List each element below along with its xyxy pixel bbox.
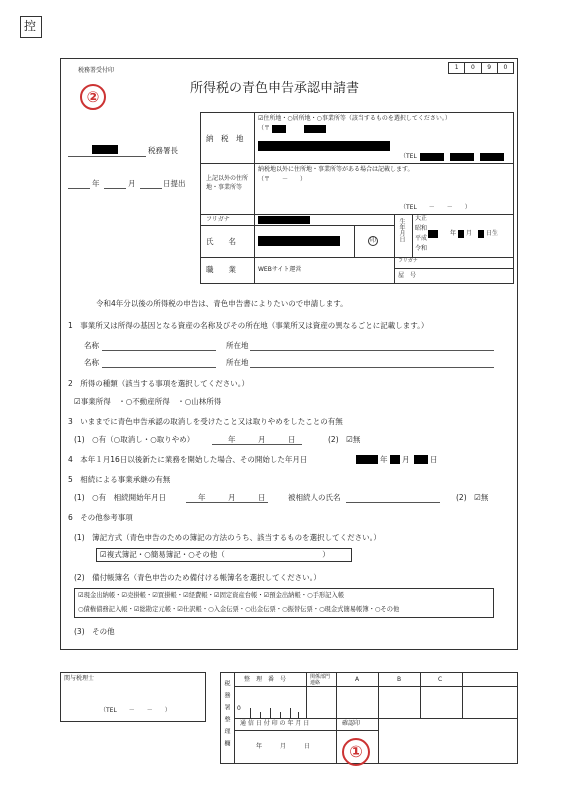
redaction — [478, 230, 484, 238]
date-day: 日提出 — [163, 179, 186, 188]
section-6-1-options: ☑複式簿記・○簡易簿記・○その他（ ） — [100, 550, 330, 559]
redaction — [258, 141, 390, 151]
section-6-2: (2) 備付帳簿名（青色申告のため備付ける帳簿名を選択してください。） — [74, 573, 321, 582]
section-6-1: (1) 簿記方式（青色申告のための簿記の方法のうち、該当するものを選択してください。） — [74, 533, 381, 542]
section-6-2-line1: ☑現金出納帳・☑売掛帳・☑買掛帳・☑経費帳・☑固定資産台帳・☑預金出納帳・○手形記入帳 — [78, 592, 345, 599]
col-a: A — [355, 676, 360, 683]
form-number-box — [448, 62, 514, 74]
section-6-3: (3) その他 — [74, 627, 115, 636]
col-b: B — [397, 676, 402, 683]
seal-mark: 印 — [369, 237, 376, 244]
jigyosho-label: 上記以外の住所地・事業所等 — [206, 175, 249, 191]
redaction — [450, 153, 474, 161]
form-number-digit: 0 — [465, 63, 481, 73]
form-number-digit: 0 — [503, 64, 508, 71]
section-4-day: 日 — [430, 455, 438, 464]
date-units: 年 月 日 — [256, 743, 311, 750]
meisho-label: 名称 — [84, 358, 99, 367]
birth-label: 生年月日 — [398, 218, 405, 242]
nozeichi-option: ☑住所地・○居所地・○事業所等（該当するものを選択してください。） — [258, 115, 451, 122]
furigana-label: フリガナ — [206, 216, 230, 223]
zeimu-label: 税務署整理欄 — [223, 680, 230, 752]
birth-month: 月 — [466, 230, 473, 237]
era-reiwa: 令和 — [415, 245, 428, 252]
form-number-digit: 9 — [482, 63, 498, 73]
section-3-date: 年 月 日 — [228, 435, 296, 444]
redaction — [304, 125, 326, 133]
marker-1: ① — [342, 738, 370, 766]
tax-office-line — [68, 156, 146, 157]
section-5-opt2: (2) ☑無 — [456, 493, 489, 502]
jigyosho-note: 納税地以外に住所地・事業所等がある場合は記載します。 — [258, 166, 414, 173]
redaction — [258, 236, 340, 246]
applicant-table — [200, 112, 514, 284]
redaction — [272, 125, 286, 133]
section-5-date: 年 月 日 — [198, 493, 266, 502]
date-line — [68, 188, 90, 189]
intro-text: 令和4年分以後の所得税の申告は、青色申告書によりたいので申請します。 — [96, 299, 348, 308]
redaction — [458, 230, 464, 238]
kanyo-label: 関与税理士 — [64, 675, 95, 682]
tax-office-label: 税務署長 — [148, 146, 178, 155]
redaction — [480, 153, 504, 161]
redaction — [356, 455, 378, 464]
tsushin-label: 通 信 日 付 印 の 年 月 日 — [240, 720, 310, 727]
birth-year: 年 — [450, 230, 457, 237]
nozeichi-tel: （TEL — [400, 153, 417, 160]
kakunin-label: 確認印 — [342, 720, 361, 727]
era-heisei: 平成 — [415, 235, 428, 242]
yago-label: 屋 号 — [398, 272, 417, 279]
seiri-bango-label: 整 理 番 号 — [244, 676, 287, 683]
section-1: 1 事業所又は所得の基因となる資産の名称及びその所在地（事業所又は資産の異なるごとに記載します。） — [68, 321, 429, 330]
redaction — [420, 153, 444, 161]
section-3-opt2: (2) ☑無 — [328, 435, 361, 444]
redaction — [390, 455, 400, 464]
section-5: 5 相続による事業承継の有無 — [68, 475, 171, 484]
section-4: 4 本年１月16日以後新たに業務を開始した場合、その開始した年月日 — [68, 455, 308, 464]
birth-day: 日生 — [486, 230, 499, 237]
form-number-digit: 1 — [449, 63, 465, 73]
section-3: 3 いままでに青色申告承認の取消しを受けたこと又は取りやめをしたことの有無 — [68, 417, 343, 426]
date-line — [104, 188, 126, 189]
digit-zero: 0 — [237, 705, 241, 712]
redaction — [92, 145, 118, 154]
shokugyo-value: WEBサイト運営 — [258, 266, 302, 273]
section-2: 2 所得の種類（該当する事項を選択してください。） — [68, 379, 250, 388]
nozeichi-postal: （〒 — [258, 125, 271, 132]
shokugyo-label: 職 業 — [206, 265, 236, 274]
redaction — [428, 230, 438, 238]
shimei-label: 氏 名 — [206, 237, 236, 246]
section-5-heir: 被相続人の氏名 — [288, 493, 341, 502]
era-showa: 昭和 — [415, 225, 428, 232]
era-taisho: 大正 — [415, 215, 428, 222]
yago-furigana: フリガナ — [398, 258, 418, 264]
section-4-year: 年 — [380, 455, 388, 464]
jigyosho-postal: （〒 － ） — [258, 176, 307, 183]
redaction — [258, 216, 310, 224]
date-year: 年 — [92, 179, 100, 188]
hikae-label: 控 — [24, 19, 37, 33]
section-3-opt1: (1) ○有（○取消し・○取りやめ） — [74, 435, 195, 444]
stamp-label: 税務署受付印 — [78, 67, 115, 74]
section-6-2-line2: ○債権債務記入帳・☑総勘定元帳・☑仕訳帳・○入金伝票・○出金伝票・○振替伝票・○現金式簡易帳簿・○その他 — [78, 606, 400, 613]
nozeichi-label: 納 税 地 — [206, 134, 244, 143]
section-2-options: ☑事業所得 ・○不動産所得 ・○山林所得 — [74, 397, 222, 406]
kankei-bumon-label: 関係部門連絡 — [310, 674, 331, 686]
shozaichi-label: 所在地 — [226, 341, 249, 350]
redaction — [414, 455, 428, 464]
jigyosho-tel: （TEL － － ） — [400, 204, 471, 211]
meisho-label: 名称 — [84, 341, 99, 350]
shozaichi-label: 所在地 — [226, 358, 249, 367]
section-5-opt1: (1) ○有 相続開始年月日 — [74, 493, 167, 502]
date-line — [140, 188, 162, 189]
kanyo-tel: （TEL － － ） — [100, 707, 171, 714]
date-month: 月 — [128, 179, 136, 188]
page-title: 所得税の青色申告承認申請書 — [190, 81, 360, 96]
marker-2: ② — [80, 84, 106, 110]
col-c: C — [438, 676, 443, 683]
section-6: 6 その他参考事項 — [68, 513, 133, 522]
section-4-month: 月 — [402, 455, 410, 464]
